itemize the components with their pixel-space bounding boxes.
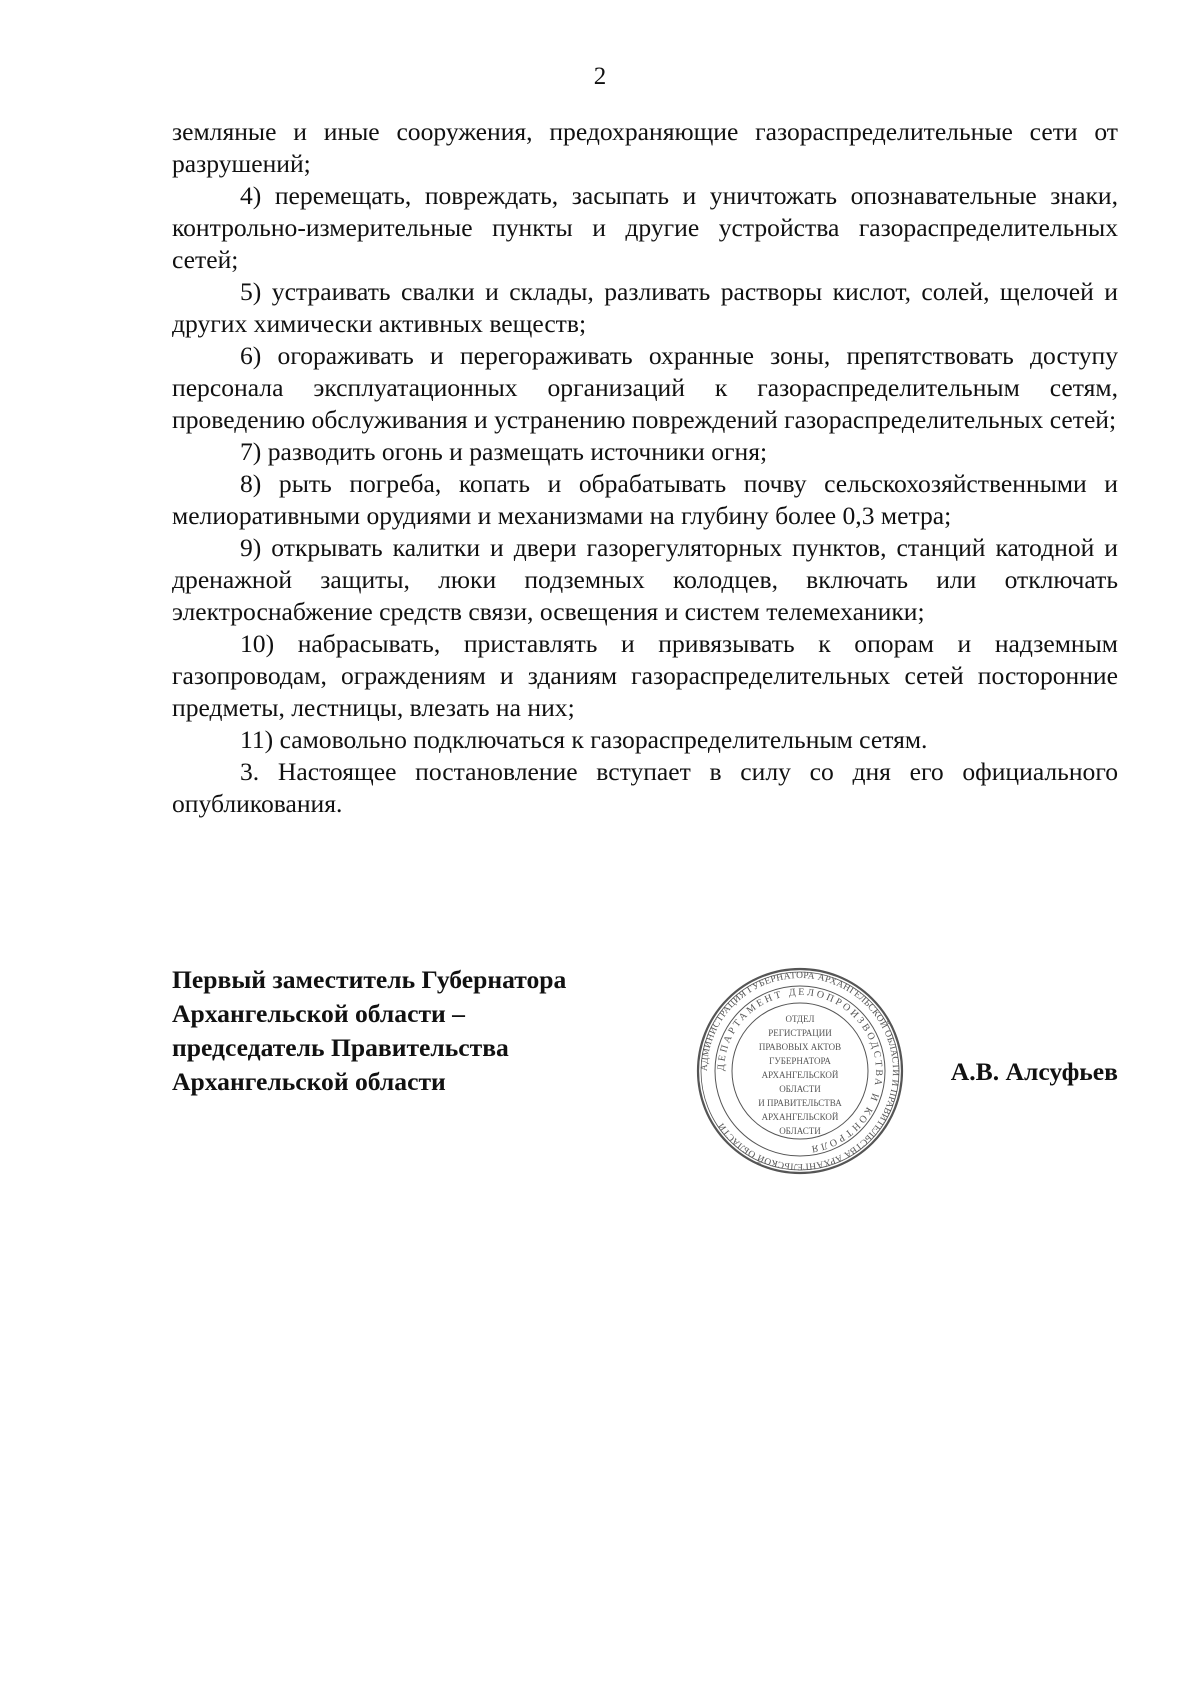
list-item-9: 9) открывать калитки и двери газорегуляторных пунктов, станций катодной и дренажной защиты, люки подземных колодцев, включать или отключать электроснабжение средств связи, освещения и систем телемеханики; <box>172 533 1118 626</box>
signer-position-line: председатель Правительства <box>172 1033 509 1062</box>
seal-inner-line: И ПРАВИТЕЛЬСТВА <box>758 1098 842 1108</box>
clause-3: 3. Настоящее постановление вступает в силу со дня его официального опубликования. <box>172 757 1118 818</box>
list-item-8: 8) рыть погреба, копать и обрабатывать почву сельскохозяйственными и мелиоративными орудиями и механизмами на глубину более 0,3 метра; <box>172 469 1118 530</box>
list-item-7: 7) разводить огонь и размещать источники огня; <box>240 437 768 466</box>
signer-position-line: Первый заместитель Губернатора <box>172 965 567 994</box>
seal-outer-text: АДМИНИСТРАЦИЯ ГУБЕРНАТОРА АРХАНГЕЛЬСКОЙ ОБЛАСТИ И ПРАВИТЕЛЬСТВА АРХАНГЕЛЬСКОЙ ОБЛАСТИ <box>699 970 901 1172</box>
seal-middle-text: ДЕПАРТАМЕНТ ДЕЛОПРОИЗВОДСТВА И КОНТРОЛЯ <box>715 986 885 1155</box>
seal-inner-line: ОБЛАСТИ <box>779 1084 821 1094</box>
seal-inner-line: АРХАНГЕЛЬСКОЙ <box>761 1112 839 1122</box>
official-seal-graphic <box>695 966 905 1176</box>
list-item-6: 6) огораживать и перегораживать охранные зоны, препятствовать доступу персонала эксплуатационных организаций к газораспределительным сетям, проведению обслуживания и устранению повреждений газораспределительных сетей; <box>172 341 1118 434</box>
signer-position <box>172 963 672 1099</box>
seal-inner-line: ОБЛАСТИ <box>779 1126 821 1136</box>
document-body <box>172 116 1118 820</box>
list-item-10: 10) набрасывать, приставлять и привязывать к опорам и надземным газопроводам, ограждениям и зданиям газораспределительных сетей посторонние предметы, лестницы, влезать на них; <box>172 629 1118 722</box>
seal-inner-line: ПРАВОВЫХ АКТОВ <box>758 1042 842 1052</box>
seal-inner-line: АРХАНГЕЛЬСКОЙ <box>761 1070 839 1080</box>
signer-position-line: Архангельской области <box>172 1067 446 1096</box>
seal-inner-line: РЕГИСТРАЦИИ <box>768 1028 832 1038</box>
signer-name: А.В. Алсуфьев <box>950 1057 1118 1086</box>
page-number: 2 <box>593 63 607 90</box>
list-item-11: 11) самовольно подключаться к газораспределительным сетям. <box>240 725 928 754</box>
signer-position-line: Архангельской области – <box>172 999 465 1028</box>
seal-inner-line: ГУБЕРНАТОРА <box>769 1056 831 1066</box>
list-item-5: 5) устраивать свалки и склады, разливать растворы кислот, солей, щелочей и других химически активных веществ; <box>172 277 1118 338</box>
list-item-4: 4) перемещать, повреждать, засыпать и уничтожать опознавательные знаки, контрольно-измерительные пункты и другие устройства газораспределительных сетей; <box>172 181 1118 274</box>
paragraph-continuation: земляные и иные сооружения, предохраняющие газораспределительные сети от разрушений; <box>172 117 1118 178</box>
seal-inner-line: ОТДЕЛ <box>785 1014 815 1024</box>
official-seal <box>695 966 905 1176</box>
